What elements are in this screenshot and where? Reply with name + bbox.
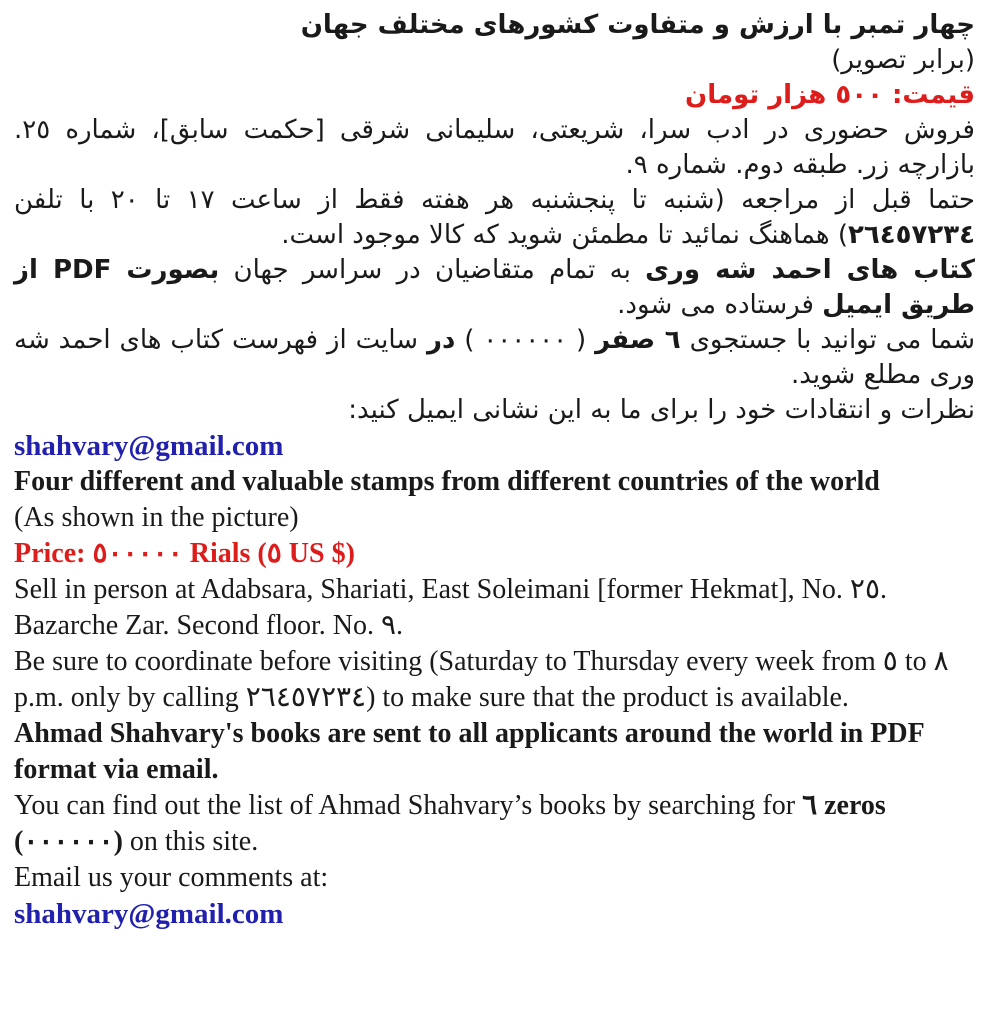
en-zeros-note xyxy=(14,788,975,860)
fa-books-note xyxy=(14,253,975,323)
fa-comments-note: نظرات و انتقادات خود را برای ما به این نشانی ایمیل کنید: xyxy=(348,395,975,425)
fa-as-picture: (برابر تصویر) xyxy=(831,45,975,75)
fa-visit-pre: حتما قبل از مراجعه (شنبه تا پنجشنبه هر هفته فقط از ساعت ١٧ تا ٢٠ با تلفن xyxy=(14,185,976,215)
fa-price: قیمت: ٥٠٠ هزار تومان xyxy=(685,80,975,110)
en-zeros-pre: You can find out the list of Ahmad Shahvary’s books by searching for xyxy=(14,790,803,821)
fa-zeros-pre: شما می توانید با جستجوی xyxy=(680,325,975,355)
en-price: Price: ٥٠٠٠٠٠ Rials (٥ US $) xyxy=(14,538,355,569)
en-books-note: Ahmad Shahvary's books are sent to all applicants around the world in PDF format via email. xyxy=(14,718,924,785)
fa-visit-note xyxy=(14,183,975,253)
fa-books-tail: فرستاده می شود. xyxy=(617,290,823,320)
fa-zeros-note xyxy=(14,323,975,393)
fa-title: چهار تمبر با ارزش و متفاوت کشورهای مختلف جهان xyxy=(300,10,975,40)
fa-email-link[interactable]: shahvary@gmail.com xyxy=(14,430,284,462)
fa-phone-number: ٢٦٤٥٧٢٣٤ xyxy=(848,220,975,250)
fa-books-format: بصورت PDF از طریق ایمیل xyxy=(14,255,975,320)
en-as-picture: (As shown in the picture) xyxy=(14,502,299,533)
en-six-zeros: ٦ zeros (٠٠٠٠٠٠) xyxy=(14,790,886,857)
fa-zeros-tail: سایت از فهرست کتاب های احمد شه وری مطلع شوید. xyxy=(14,325,975,390)
en-visit-note: Be sure to coordinate before visiting (Saturday to Thursday every week from ٥ to ٨ p.m. only by calling ٢٦٤٥٧٢٣٤) to make sure that the product is available. xyxy=(14,646,949,713)
fa-author-name: کتاب های احمد شه وری xyxy=(645,255,975,285)
en-zeros-tail: on this site. xyxy=(122,826,259,857)
fa-zeros-paren: ( ٠٠٠٠٠٠ ) xyxy=(455,325,596,355)
en-address: Sell in person at Adabsara, Shariati, East Soleimani [former Hekmat], No. ٢٥. Bazarche Zar. Second floor. No. ٩. xyxy=(14,574,887,641)
fa-six-zeros: ٦ صفر xyxy=(595,325,681,355)
fa-address: فروش حضوری در ادب سرا، شریعتی، سلیمانی شرقی [حکمت سابق]، شماره ٢٥. بازارچه زر. طبقه دوم. شماره ٩. xyxy=(14,115,975,180)
fa-zeros-dar: در xyxy=(427,325,456,355)
en-comments-note: Email us your comments at: xyxy=(14,862,329,893)
fa-visit-post: ) هماهنگ نمائید تا مطمئن شوید که کالا موجود است. xyxy=(281,220,849,250)
en-title: Four different and valuable stamps from different countries of the world xyxy=(14,466,880,497)
en-email-link[interactable]: shahvary@gmail.com xyxy=(14,898,284,930)
fa-books-mid: به تمام متقاضیان در سراسر جهان xyxy=(219,255,646,285)
